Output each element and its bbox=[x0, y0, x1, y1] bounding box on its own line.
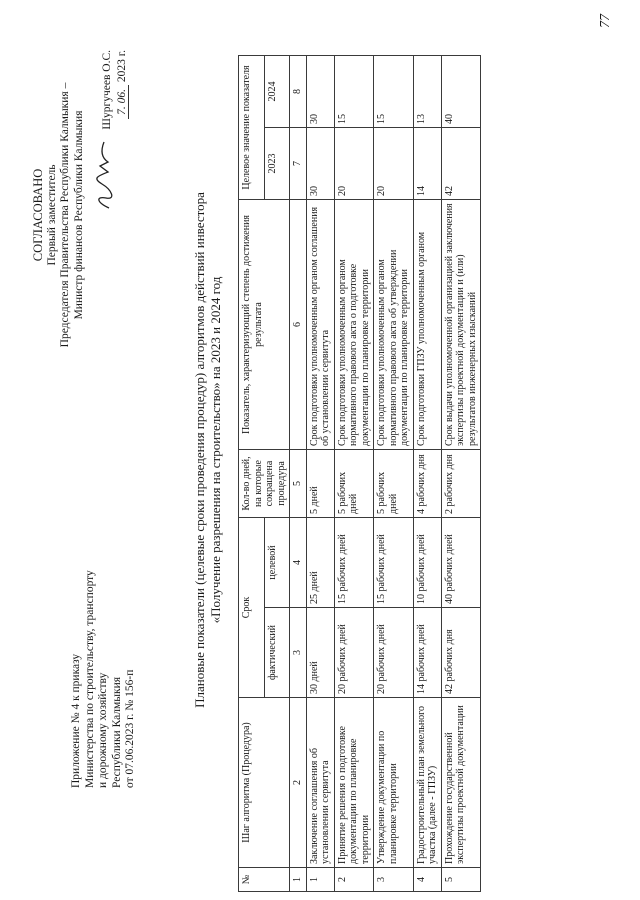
appendix-line: Приложение № 4 к приказу bbox=[70, 653, 82, 788]
title-line: «Получение разрешения на строительство» на 2023 и 2024 год bbox=[208, 276, 223, 624]
header-indicator: Показатель, характеризующий степень достижения результата bbox=[239, 200, 290, 450]
header-days: Кол-во дней, на которые сокращена процедура bbox=[239, 450, 290, 518]
header-term: Срок bbox=[239, 518, 265, 698]
row-days: 5 дней bbox=[306, 450, 334, 518]
row-step: Утверждение документации по планировке территории bbox=[374, 698, 414, 868]
row-number: 5 bbox=[441, 868, 481, 892]
col-number: 2 bbox=[290, 698, 307, 868]
table-header-row bbox=[239, 56, 265, 892]
approval-year: 2023 г. bbox=[116, 50, 128, 83]
col-number: 7 bbox=[290, 128, 307, 200]
row-step: Градостроительный план земельного участка (далее - ГПЗУ) bbox=[413, 698, 441, 868]
column-number-row bbox=[290, 56, 307, 892]
handwritten-date: 7. 06. bbox=[116, 85, 129, 119]
row-actual: 20 рабочих дней bbox=[374, 608, 414, 698]
row-step: Прохождение государственной экспертизы проектной документации bbox=[441, 698, 481, 868]
row-actual: 42 рабочих дня bbox=[441, 608, 481, 698]
row-number: 4 bbox=[413, 868, 441, 892]
appendix-line: Республики Калмыкия bbox=[110, 676, 123, 788]
approval-line: Председателя Правительства Республики Калмыкия – bbox=[59, 82, 71, 348]
row-value-2024: 30 bbox=[306, 56, 334, 128]
appendix-line: Министерства по строительству, транспорту bbox=[83, 570, 96, 788]
signature-image bbox=[94, 140, 114, 210]
indicators-table bbox=[238, 55, 481, 892]
table-row bbox=[306, 56, 334, 892]
row-value-2023: 20 bbox=[334, 128, 374, 200]
row-value-2023: 14 bbox=[413, 128, 441, 200]
row-indicator: Срок выдачи уполномоченной организацией заключения экспертизы проектной документации и (или) результатов инженерных изысканий bbox=[441, 200, 481, 450]
row-value-2024: 40 bbox=[441, 56, 481, 128]
row-actual: 30 дней bbox=[306, 608, 334, 698]
document-title bbox=[192, 40, 224, 860]
page-number: 77 bbox=[598, 14, 613, 28]
row-number: 1 bbox=[306, 868, 334, 892]
approval-line: Министр финансов Республики Калмыкия bbox=[72, 110, 85, 320]
header-target: целевой bbox=[264, 518, 290, 608]
header-target-value: Целевое значение показателя bbox=[239, 56, 265, 200]
table-row bbox=[374, 56, 414, 892]
row-days: 5 рабочих дней bbox=[334, 450, 374, 518]
row-step: Заключение соглашения об установлении сервитута bbox=[306, 698, 334, 868]
approval-date bbox=[116, 50, 130, 380]
row-indicator: Срок подготовки ГПЗУ уполномоченным органом bbox=[413, 200, 441, 450]
header-actual: фактический bbox=[264, 608, 290, 698]
row-value-2024: 13 bbox=[413, 56, 441, 128]
signer-name: Шургучеев О.С. bbox=[100, 50, 113, 130]
title-line: Плановые показатели (целевые сроки проведения процедур) алгоритмов действий инвестора bbox=[192, 192, 207, 708]
row-value-2024: 15 bbox=[374, 56, 414, 128]
table-row bbox=[334, 56, 374, 892]
row-days: 5 рабочих дней bbox=[374, 450, 414, 518]
approval-header: СОГЛАСОВАНО bbox=[31, 168, 45, 262]
row-value-2023: 20 bbox=[374, 128, 414, 200]
row-days: 2 рабочих дня bbox=[441, 450, 481, 518]
col-number: 5 bbox=[290, 450, 307, 518]
row-value-2023: 42 bbox=[441, 128, 481, 200]
signature-row bbox=[94, 50, 114, 380]
col-number: 6 bbox=[290, 200, 307, 450]
row-indicator: Срок подготовки уполномоченным органом соглашения об установлении сервитута bbox=[306, 200, 334, 450]
row-number: 3 bbox=[374, 868, 414, 892]
appendix-line: от 07.06.2023 г. № 156-п bbox=[124, 669, 136, 788]
header-num: № bbox=[239, 868, 290, 892]
header-2023: 2023 bbox=[264, 128, 290, 200]
col-number: 3 bbox=[290, 608, 307, 698]
appendix-block bbox=[70, 498, 138, 788]
col-number: 4 bbox=[290, 518, 307, 608]
col-number: 1 bbox=[290, 868, 307, 892]
row-indicator: Срок подготовки уполномоченным органом нормативного правового акта об утверждении документации по планировке территории bbox=[374, 200, 414, 450]
row-step: Принятие решения о подготовке документации по планировке территории bbox=[334, 698, 374, 868]
row-days: 4 рабочих дня bbox=[413, 450, 441, 518]
table-row bbox=[413, 56, 441, 892]
header-2024: 2024 bbox=[264, 56, 290, 128]
row-target: 25 дней bbox=[306, 518, 334, 608]
row-number: 2 bbox=[334, 868, 374, 892]
row-target: 15 рабочих дней bbox=[334, 518, 374, 608]
approval-block bbox=[32, 50, 130, 380]
row-actual: 14 рабочих дней bbox=[413, 608, 441, 698]
row-target: 15 рабочих дней bbox=[374, 518, 414, 608]
header-step: Шаг алгоритма (Процедура) bbox=[239, 698, 290, 868]
row-value-2023: 30 bbox=[306, 128, 334, 200]
row-target: 40 рабочих дней bbox=[441, 518, 481, 608]
row-indicator: Срок подготовки уполномоченным органом нормативного правового акта о подготовке документации по планировке территории bbox=[334, 200, 374, 450]
col-number: 8 bbox=[290, 56, 307, 128]
table-row bbox=[441, 56, 481, 892]
approval-line: Первый заместитель bbox=[45, 164, 58, 266]
row-target: 10 рабочих дней bbox=[413, 518, 441, 608]
row-value-2024: 15 bbox=[334, 56, 374, 128]
appendix-line: и дорожному хозяйству bbox=[97, 672, 109, 788]
row-actual: 20 рабочих дней bbox=[334, 608, 374, 698]
